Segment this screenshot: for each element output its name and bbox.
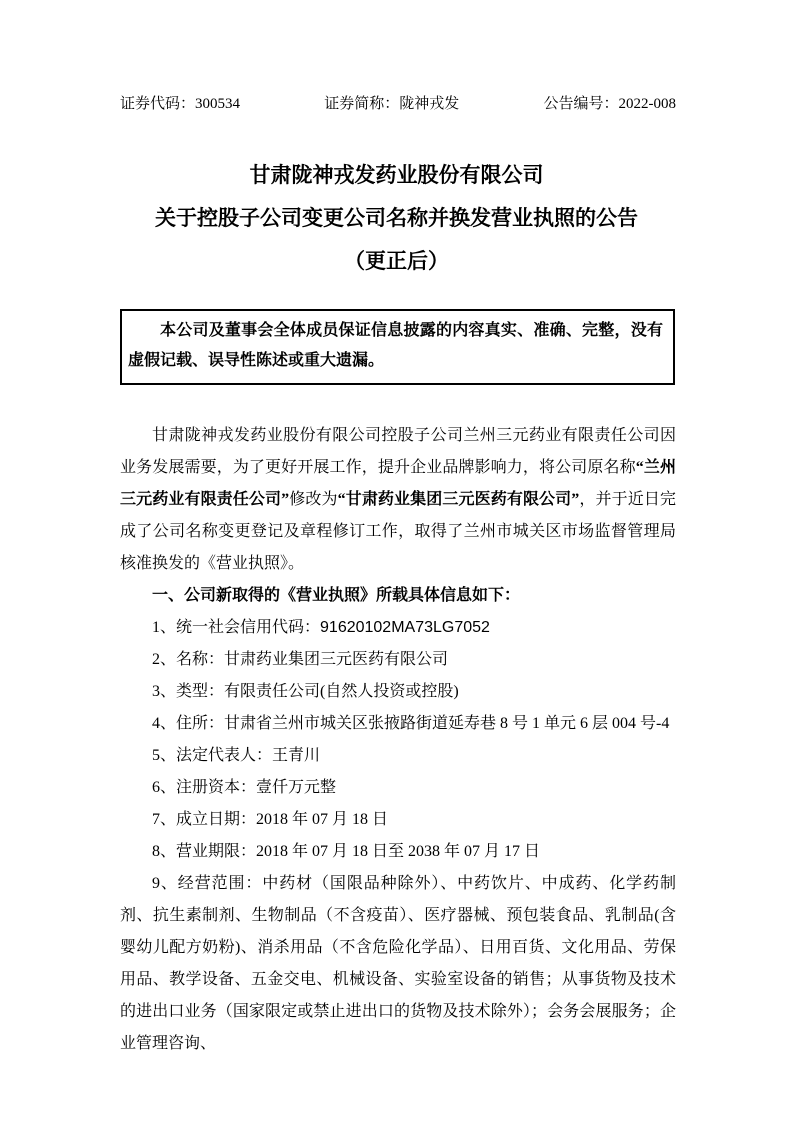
- title-revision-note: （更正后）: [344, 249, 449, 273]
- intro-segment-2: 修改为: [289, 491, 338, 508]
- license-item-name: 2、名称：甘肃药业集团三元医药有限公司: [152, 651, 449, 668]
- document-header: [0, 0, 793, 114]
- disclaimer-box: [120, 309, 675, 385]
- stock-short-name: 证券简称：陇神戎发: [324, 96, 460, 112]
- document-title: [0, 154, 793, 283]
- license-item-business-term: 8、营业期限：2018 年 07 月 18 日至 2038 年 07 月 17 日: [152, 843, 541, 860]
- license-item-establishment-date: 7、成立日期：2018 年 07 月 18 日: [152, 811, 389, 828]
- document-body: [120, 420, 676, 1060]
- license-item-type: 3、类型：有限责任公司(自然人投资或控股): [152, 683, 459, 700]
- intro-paragraph: [120, 420, 676, 580]
- stock-code: 证券代码：300534: [120, 96, 241, 112]
- title-subject: 关于控股子公司变更公司名称并换发营业执照的公告: [155, 206, 638, 230]
- intro-segment-3: ，并于近日完成了公司名称变更登记及章程修订工作，取得了兰州市城关区市场监督管理局核准换发的《营业执照》。: [120, 491, 676, 572]
- license-item-business-scope: 9、经营范围：中药材（国限品种除外）、中药饮片、中成药、化学药制剂、抗生素制剂、生物制品（不含疫苗）、医疗器械、预包装食品、乳制品(含婴幼儿配方奶粉)、消杀用品（不含危险化学品）、日用百货、文化用品、劳保用品、教学设备、五金交电、机械设备、实验室设备的销售；从事货物及技术的进出口业务（国家限定或禁止进出口的货物及技术除外）；会务会展服务；企业管理咨询、: [120, 875, 676, 1052]
- license-item-credit-code: [120, 612, 676, 644]
- credit-code-label: 1、统一社会信用代码：: [152, 619, 321, 636]
- old-company-name: “兰州三元药业有限责任公司”: [120, 459, 676, 508]
- license-item-address: 4、住所：甘肃省兰州市城关区张掖路街道延寿巷 8 号 1 单元 6 层 004 号-4: [152, 715, 670, 732]
- credit-code-value: 91620102MA73LG7052: [320, 619, 490, 636]
- section-1-heading: 一、公司新取得的《营业执照》所载具体信息如下：: [152, 587, 521, 604]
- new-company-name: “甘肃药业集团三元医药有限公司”: [337, 491, 580, 508]
- announcement-number: 公告编号：2022-008: [543, 96, 676, 112]
- disclaimer-text: 本公司及董事会全体成员保证信息披露的内容真实、准确、完整，没有虚假记载、误导性陈述或重大遗漏。: [128, 322, 663, 369]
- license-item-legal-representative: 5、法定代表人：王青川: [152, 747, 321, 764]
- license-item-registered-capital: 6、注册资本：壹仟万元整: [152, 779, 337, 796]
- intro-segment-1: 甘肃陇神戎发药业股份有限公司控股子公司兰州三元药业有限责任公司因业务发展需要，为了更好开展工作，提升企业品牌影响力，将公司原名称: [120, 427, 676, 476]
- title-company-name: 甘肃陇神戎发药业股份有限公司: [249, 163, 544, 187]
